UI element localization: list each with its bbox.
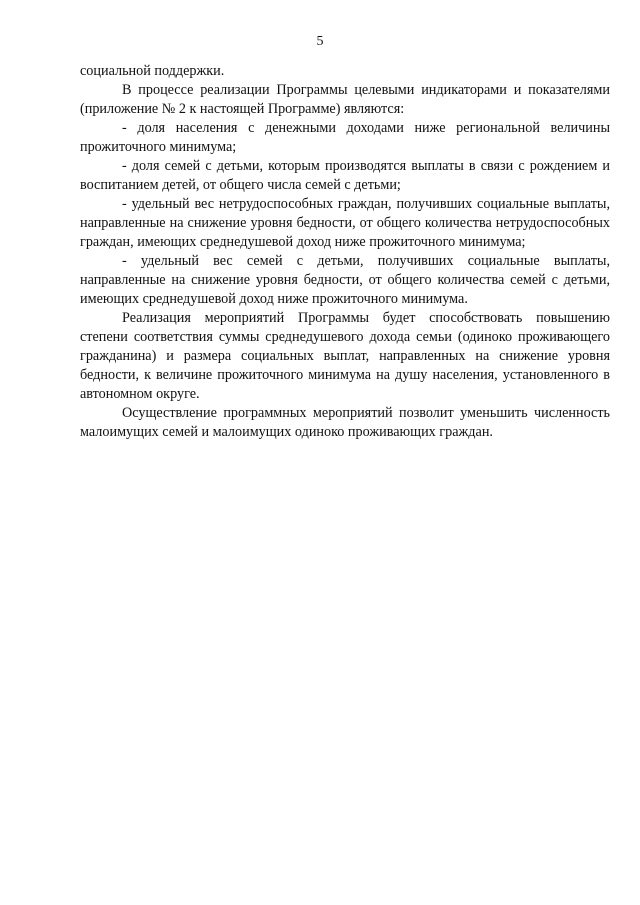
list-item: - доля семей с детьми, которым производятся выплаты в связи с рождением и воспитанием детей, от общего числа семей с детьми; [80,158,610,193]
paragraph: Осуществление программных мероприятий позволит уменьшить численность малоимущих семей и малоимущих одиноко проживающих граждан. [80,405,610,440]
page-number: 5 [316,34,324,49]
paragraph: социальной поддержки. [80,63,225,79]
list-item: - доля населения с денежными доходами ниже региональной величины прожиточного минимума; [80,120,610,155]
list-item: - удельный вес нетрудоспособных граждан, получивших социальные выплаты, направленные на снижение уровня бедности, от общего количества нетрудоспособных граждан, имеющих среднедушевой доход ниже прожиточного минимума; [80,196,610,250]
paragraph: В процессе реализации Программы целевыми индикаторами и показателями (приложение № 2 к настоящей Программе) являются: [80,82,610,117]
document-body [80,62,610,442]
paragraph: Реализация мероприятий Программы будет способствовать повышению степени соответствия суммы среднедушевого дохода семьи (одиноко проживающего гражданина) и размера социальных выплат, направленных на снижение уровня бедности, к величине прожиточного минимума на душу населения, установленного в автономном округе. [80,310,610,402]
list-item: - удельный вес семей с детьми, получивших социальные выплаты, направленные на снижение уровня бедности, от общего количества семей с детьми, имеющих среднедушевой доход ниже прожиточного минимума. [80,253,610,307]
